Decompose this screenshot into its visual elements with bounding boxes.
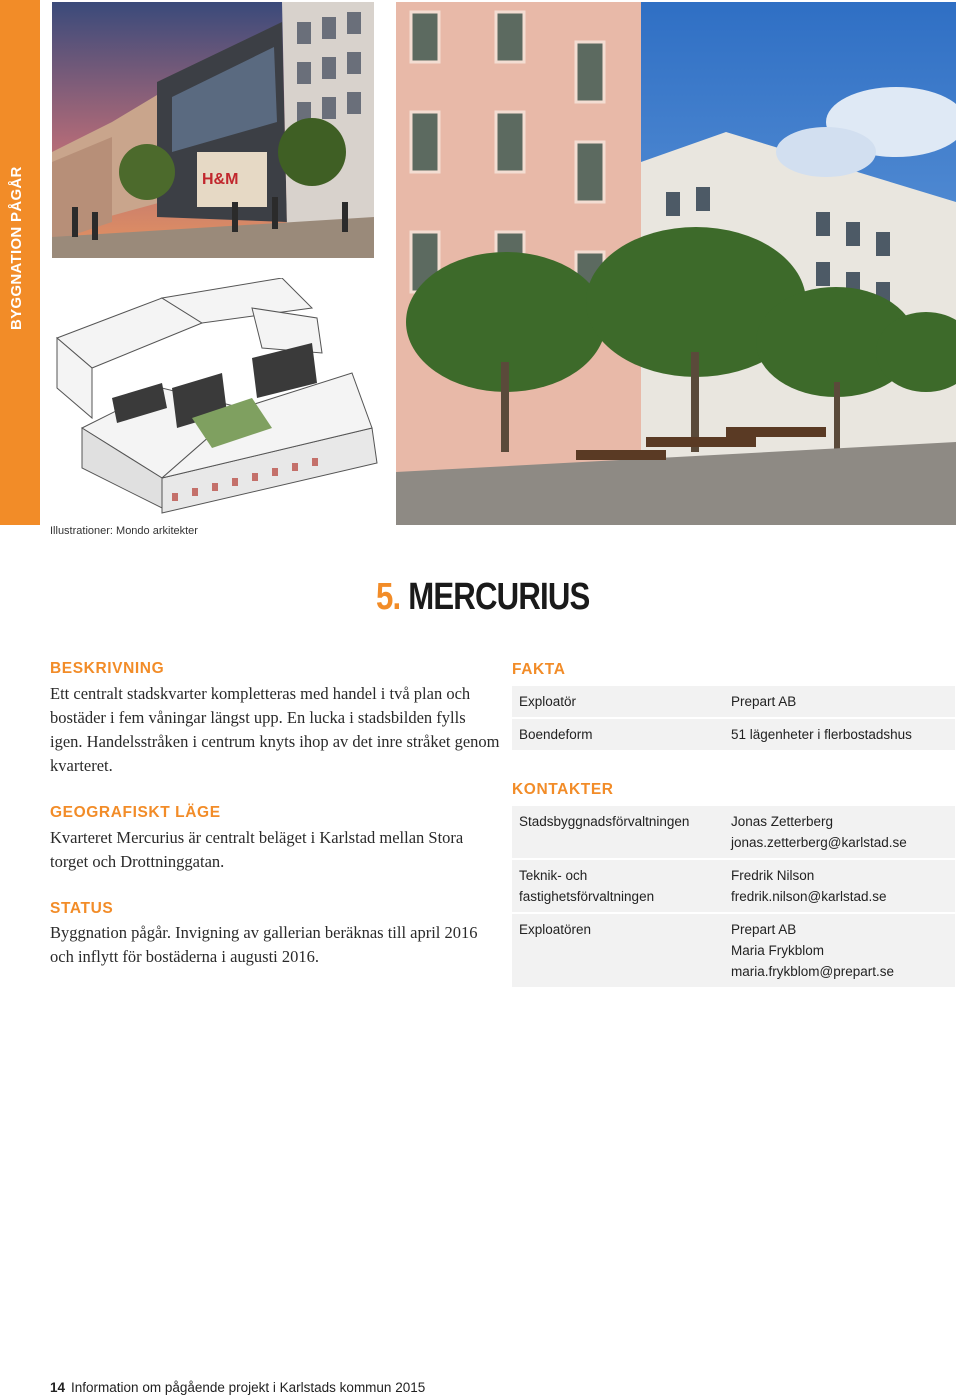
kontakt-value — [725, 914, 955, 987]
fakta-row — [512, 719, 955, 750]
kontakter-table — [512, 806, 955, 987]
kontakt-value — [725, 806, 955, 858]
beskrivning-heading: BESKRIVNING — [50, 660, 165, 677]
kontakt-email[interactable]: fredrik.nilson@karlstad.se — [731, 889, 887, 904]
title-name: MERCURIUS — [408, 576, 590, 618]
kontakt-email[interactable]: jonas.zetterberg@karlstad.se — [731, 835, 907, 850]
kontakt-value — [725, 860, 955, 912]
fakta-label: Boendeform — [519, 727, 593, 742]
kontakt-row — [512, 806, 955, 860]
side-tab — [0, 0, 40, 525]
kontakt-label: Stadsbyggnadsförvaltningen — [519, 814, 690, 829]
kontakt-row — [512, 914, 955, 987]
fakta-row — [512, 686, 955, 719]
fakta-table — [512, 686, 955, 750]
fakta-value: 51 lägenheter i flerbostadshus — [731, 727, 912, 742]
fakta-heading: FAKTA — [512, 661, 566, 678]
fakta-value: Prepart AB — [731, 694, 797, 709]
page-number: 14 — [50, 1380, 66, 1395]
page-title — [376, 576, 590, 619]
kontakter-heading: KONTAKTER — [512, 781, 614, 798]
side-tab-label: BYGGNATION PÅGÅR — [8, 166, 25, 330]
svg-text:H&M: H&M — [202, 171, 239, 188]
kontakt-name: Maria Frykblom — [731, 943, 825, 958]
street-illustration-image — [52, 2, 374, 258]
kontakt-row — [512, 860, 955, 914]
page-footer — [50, 1380, 425, 1395]
title-number: 5. — [376, 576, 401, 618]
kontakt-label: Exploatören — [519, 922, 592, 937]
geografiskt-lage-text: Kvarteret Mercurius är centralt beläget i Karlstad mellan Stora torget och Drottninggatan. — [50, 828, 464, 871]
kontakt-name: Fredrik Nilson — [731, 868, 815, 883]
kontakt-company: Prepart AB — [731, 922, 797, 937]
image-caption: Illustrationer: Mondo arkitekter — [50, 525, 198, 537]
block-model-image — [52, 278, 378, 516]
status-text: Byggnation pågår. Invigning av gallerian beräknas till april 2016 och inflytt för bostäderna i augusti 2016. — [50, 923, 478, 966]
kontakt-label: Teknik- och fastighetsförvaltningen — [519, 868, 655, 904]
beskrivning-text: Ett centralt stadskvarter kompletteras med handel i två plan och bostäder i fem våningar längst upp. En lucka i stadsbilden fylls igen. Handelsstråken i centrum knyts ihop av det inre stråket genom kvarteret. — [50, 684, 500, 775]
status-heading: STATUS — [50, 900, 114, 917]
footer-text: Information om pågående projekt i Karlstads kommun 2015 — [71, 1380, 426, 1395]
kontakt-name: Jonas Zetterberg — [731, 814, 834, 829]
kontakt-email[interactable]: maria.frykblom@prepart.se — [731, 964, 895, 979]
street-photo-image — [396, 2, 956, 525]
geografiskt-lage-heading: GEOGRAFISKT LÄGE — [50, 804, 221, 821]
fakta-label: Exploatör — [519, 694, 577, 709]
